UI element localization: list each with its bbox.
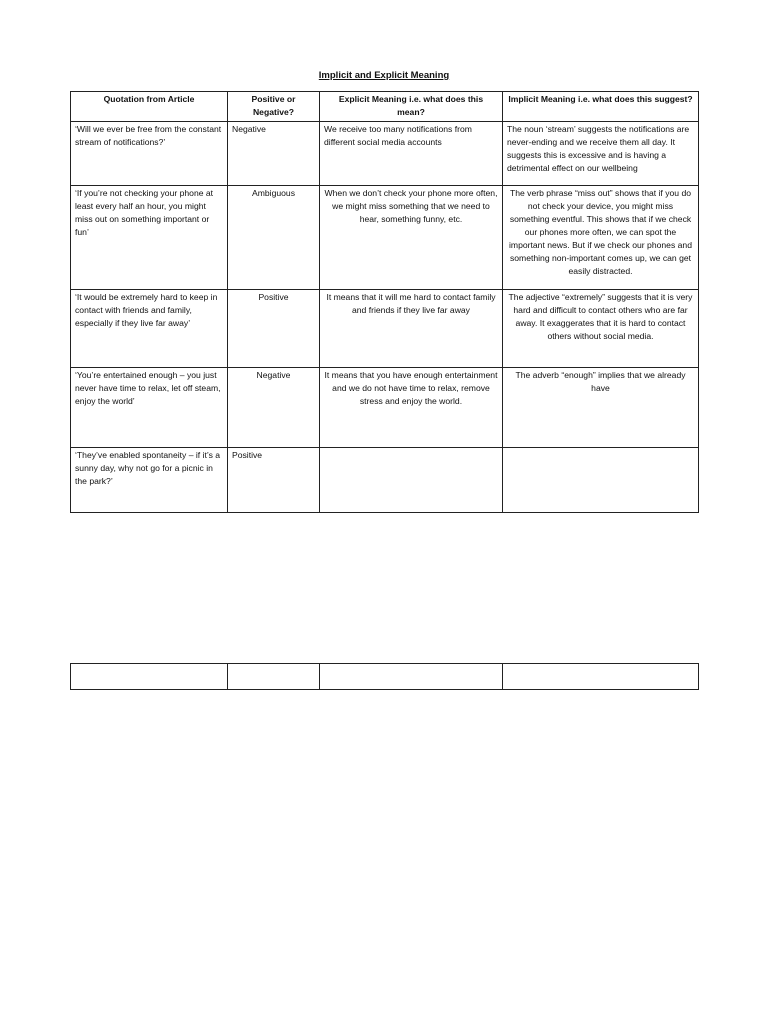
meaning-table xyxy=(70,91,699,513)
stance-cell: Ambiguous xyxy=(228,186,320,290)
explicit-cell xyxy=(320,448,503,513)
explicit-cell: It means that it will me hard to contact family and friends if they live far away xyxy=(320,290,503,368)
blank-cell xyxy=(228,664,320,690)
implicit-cell: The adverb “enough” implies that we already have xyxy=(503,368,699,448)
quotation-cell: ‘It would be extremely hard to keep in contact with friends and family, especially if they live far away’ xyxy=(71,290,228,368)
quotation-cell: ‘Will we ever be free from the constant stream of notifications?’ xyxy=(71,122,228,186)
table-row xyxy=(71,122,699,186)
blank-cell xyxy=(503,664,699,690)
table-row xyxy=(71,290,699,368)
implicit-cell xyxy=(503,448,699,513)
header-implicit: Implicit Meaning i.e. what does this suggest? xyxy=(503,92,699,122)
implicit-cell: The adjective “extremely” suggests that it is very hard and difficult to contact others who are far away. It exaggerates that it is hard to contact others without social media. xyxy=(503,290,699,368)
implicit-cell: The noun ‘stream’ suggests the notifications are never-ending and we receive them all day. It suggests this is excessive and is having a detrimental effect on our wellbeing xyxy=(503,122,699,186)
page-title: Implicit and Explicit Meaning xyxy=(318,70,450,81)
header-quotation: Quotation from Article xyxy=(71,92,228,122)
table-row xyxy=(71,368,699,448)
blank-cell xyxy=(320,664,503,690)
table-header-row xyxy=(71,92,699,122)
explicit-cell: When we don’t check your phone more often, we might miss something that we need to hear, something funny, etc. xyxy=(320,186,503,290)
header-stance: Positive or Negative? xyxy=(228,92,320,122)
stance-cell: Positive xyxy=(228,448,320,513)
quotation-cell: ‘They’ve enabled spontaneity – if it’s a sunny day, why not go for a picnic in the park?’ xyxy=(71,448,228,513)
table-row xyxy=(71,448,699,513)
quotation-cell: ‘You’re entertained enough – you just never have time to relax, let off steam, enjoy the world’ xyxy=(71,368,228,448)
header-explicit: Explicit Meaning i.e. what does this mean? xyxy=(320,92,503,122)
stance-cell: Positive xyxy=(228,290,320,368)
quotation-cell: ‘If you’re not checking your phone at least every half an hour, you might miss out on something important or fun’ xyxy=(71,186,228,290)
implicit-cell: The verb phrase “miss out” shows that if you do not check your device, you might miss something eventful. This shows that if we check our phones more often, we can spot the important news. But if we check our phones and something non-important comes up, we can get easily distracted. xyxy=(503,186,699,290)
blank-cell xyxy=(71,664,228,690)
blank-row xyxy=(71,664,699,690)
explicit-cell: It means that you have enough entertainment and we do not have time to relax, remove stress and enjoy the world. xyxy=(320,368,503,448)
blank-table xyxy=(70,663,699,690)
explicit-cell: We receive too many notifications from different social media accounts xyxy=(320,122,503,186)
stance-cell: Negative xyxy=(228,122,320,186)
table-row xyxy=(71,186,699,290)
stance-cell: Negative xyxy=(228,368,320,448)
